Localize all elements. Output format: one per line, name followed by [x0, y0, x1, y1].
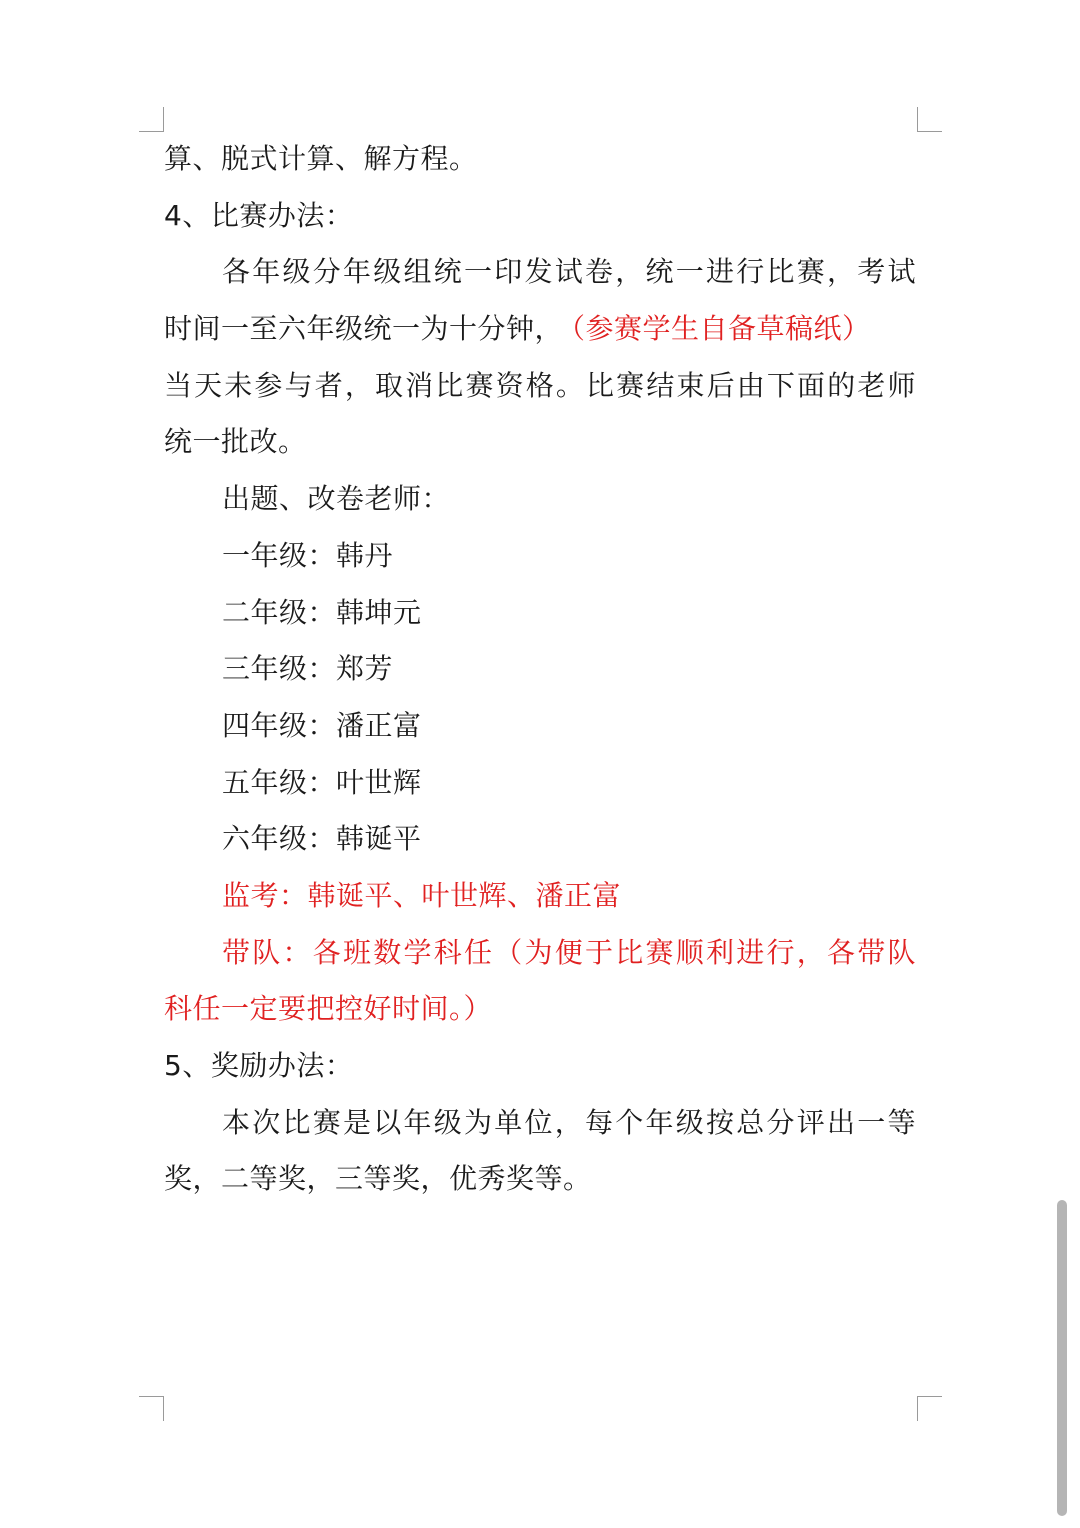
teacher-line-grade-1: 一年级：韩丹: [222, 538, 394, 572]
teacher-line-grade-5: 五年级：叶世辉: [222, 765, 422, 799]
paragraph-line: [164, 358, 916, 415]
proctor-line: 监考：韩诞平、叶世辉、潘正富: [222, 878, 622, 912]
paragraph-text: 本次比赛是以年级为单位，每个年级按总分评出一等: [222, 1105, 916, 1139]
team-lead-text: 带队：各班数学科任（为便于比赛顺利进行，各带队: [222, 935, 916, 969]
margin-mark-top-left: [139, 107, 164, 132]
teachers-heading: 出题、改卷老师：: [222, 482, 451, 516]
team-lead-line-cont: 科任一定要把控好时间。）: [164, 992, 493, 1026]
teacher-line-grade-3: 三年级：郑芳: [222, 652, 394, 686]
paragraph-text: 时间一至六年级统一为十分钟，: [164, 312, 564, 346]
paragraph-line: [164, 301, 916, 358]
teacher-line-grade-6: 六年级：韩诞平: [222, 822, 422, 856]
highlight-note: （参赛学生自备草稿纸）: [571, 312, 871, 346]
paragraph-line: [164, 1095, 916, 1152]
paragraph-line: 统一批改。: [164, 425, 307, 459]
margin-mark-bottom-left: [139, 1396, 164, 1421]
team-lead-line: [164, 925, 916, 982]
paragraph-text: 当天未参与者，取消比赛资格。比赛结束后由下面的老师: [164, 368, 916, 402]
teacher-line-grade-4: 四年级：潘正富: [222, 708, 422, 742]
paragraph-line: 算、脱式计算、解方程。: [164, 142, 478, 175]
vertical-scrollbar[interactable]: [1057, 1200, 1067, 1516]
section-heading-awards: 5、奖励办法：: [164, 1049, 354, 1082]
paragraph-line: [164, 244, 916, 301]
section-heading-competition-method: 4、比赛办法：: [164, 198, 354, 232]
document-body: [164, 131, 916, 1208]
margin-mark-top-right: [917, 107, 942, 132]
margin-mark-bottom-right: [917, 1396, 942, 1421]
paragraph-text: 各年级分年级组统一印发试卷，统一进行比赛，考试: [222, 255, 916, 289]
teacher-line-grade-2: 二年级：韩坤元: [222, 595, 422, 629]
paragraph-line: 奖，二等奖，三等奖，优秀奖等。: [164, 1162, 592, 1196]
